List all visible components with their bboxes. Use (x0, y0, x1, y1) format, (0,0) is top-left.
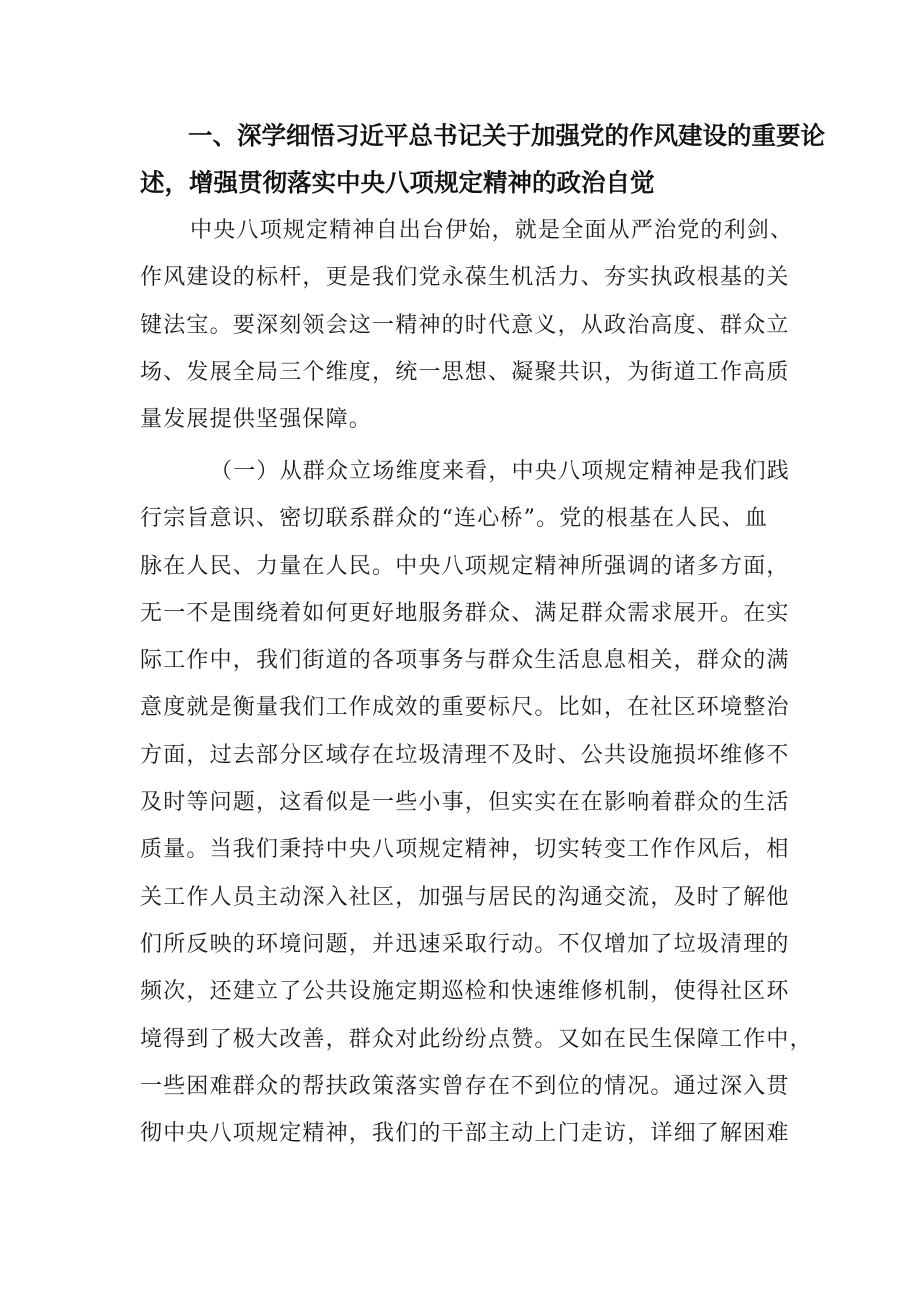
text-line: 彻中央八项规定精神，我们的干部主动上门走访，详细了解困难 (140, 1121, 790, 1147)
text-line: 量发展提供坚强保障。 (140, 407, 373, 433)
section-heading (140, 112, 825, 206)
heading-line: 一、深学细悟习近平总书记关于加强党的作风建设的重要论 (188, 121, 825, 150)
text-line: 行宗旨意识、密切联系群众的“连心桥”。党的根基在人民、血 (140, 506, 769, 532)
text-line: 一些困难群众的帮扶政策落实曾存在不到位的情况。通过深入贯 (140, 1073, 790, 1099)
text-line: 无一不是围绕着如何更好地服务群众、满足群众需求展开。在实 (140, 600, 790, 626)
text-line: 脉在人民、力量在人民。中央八项规定精神所强调的诸多方面， (140, 553, 790, 579)
text-line: 意度就是衡量我们工作成效的重要标尺。比如，在社区环境整治 (140, 695, 790, 721)
text-line: 中央八项规定精神自出台伊始，就是全面从严治党的利剑、 (190, 218, 794, 243)
text-line: 及时等问题，这看似是一些小事，但实实在在影响着群众的生活 (140, 790, 790, 816)
text-line: 键法宝。要深刻领会这一精神的时代意义，从政治高度、群众立 (140, 312, 790, 338)
text-line: 场、发展全局三个维度，统一思想、凝聚共识，为街道工作高质 (140, 359, 790, 385)
text-line: 境得到了极大改善，群众对此纷纷点赞。又如在民生保障工作中， (140, 1026, 813, 1052)
text-line: （一）从群众立场维度来看，中央八项规定精神是我们践 (210, 459, 791, 484)
text-line: 际工作中，我们街道的各项事务与群众生活息息相关，群众的满 (140, 648, 790, 674)
text-line: 关工作人员主动深入社区，加强与居民的沟通交流，及时了解他 (140, 884, 790, 910)
paragraph-masses (140, 448, 813, 1157)
text-line: 质量。当我们秉持中央八项规定精神，切实转变工作作风后，相 (140, 837, 790, 863)
text-line: 方面，过去部分区域存在垃圾清理不及时、公共设施损坏维修不 (140, 742, 790, 768)
text-line: 作风建设的标杆，更是我们党永葆生机活力、夯实执政根基的关 (140, 265, 790, 291)
text-line: 频次，还建立了公共设施定期巡检和快速维修机制，使得社区环 (140, 979, 790, 1005)
text-line: 们所反映的环境问题，并迅速采取行动。不仅增加了垃圾清理的 (140, 931, 790, 957)
paragraph-intro (140, 207, 794, 443)
heading-line: 述，增强贯彻落实中央八项规定精神的政治自觉 (140, 168, 655, 197)
